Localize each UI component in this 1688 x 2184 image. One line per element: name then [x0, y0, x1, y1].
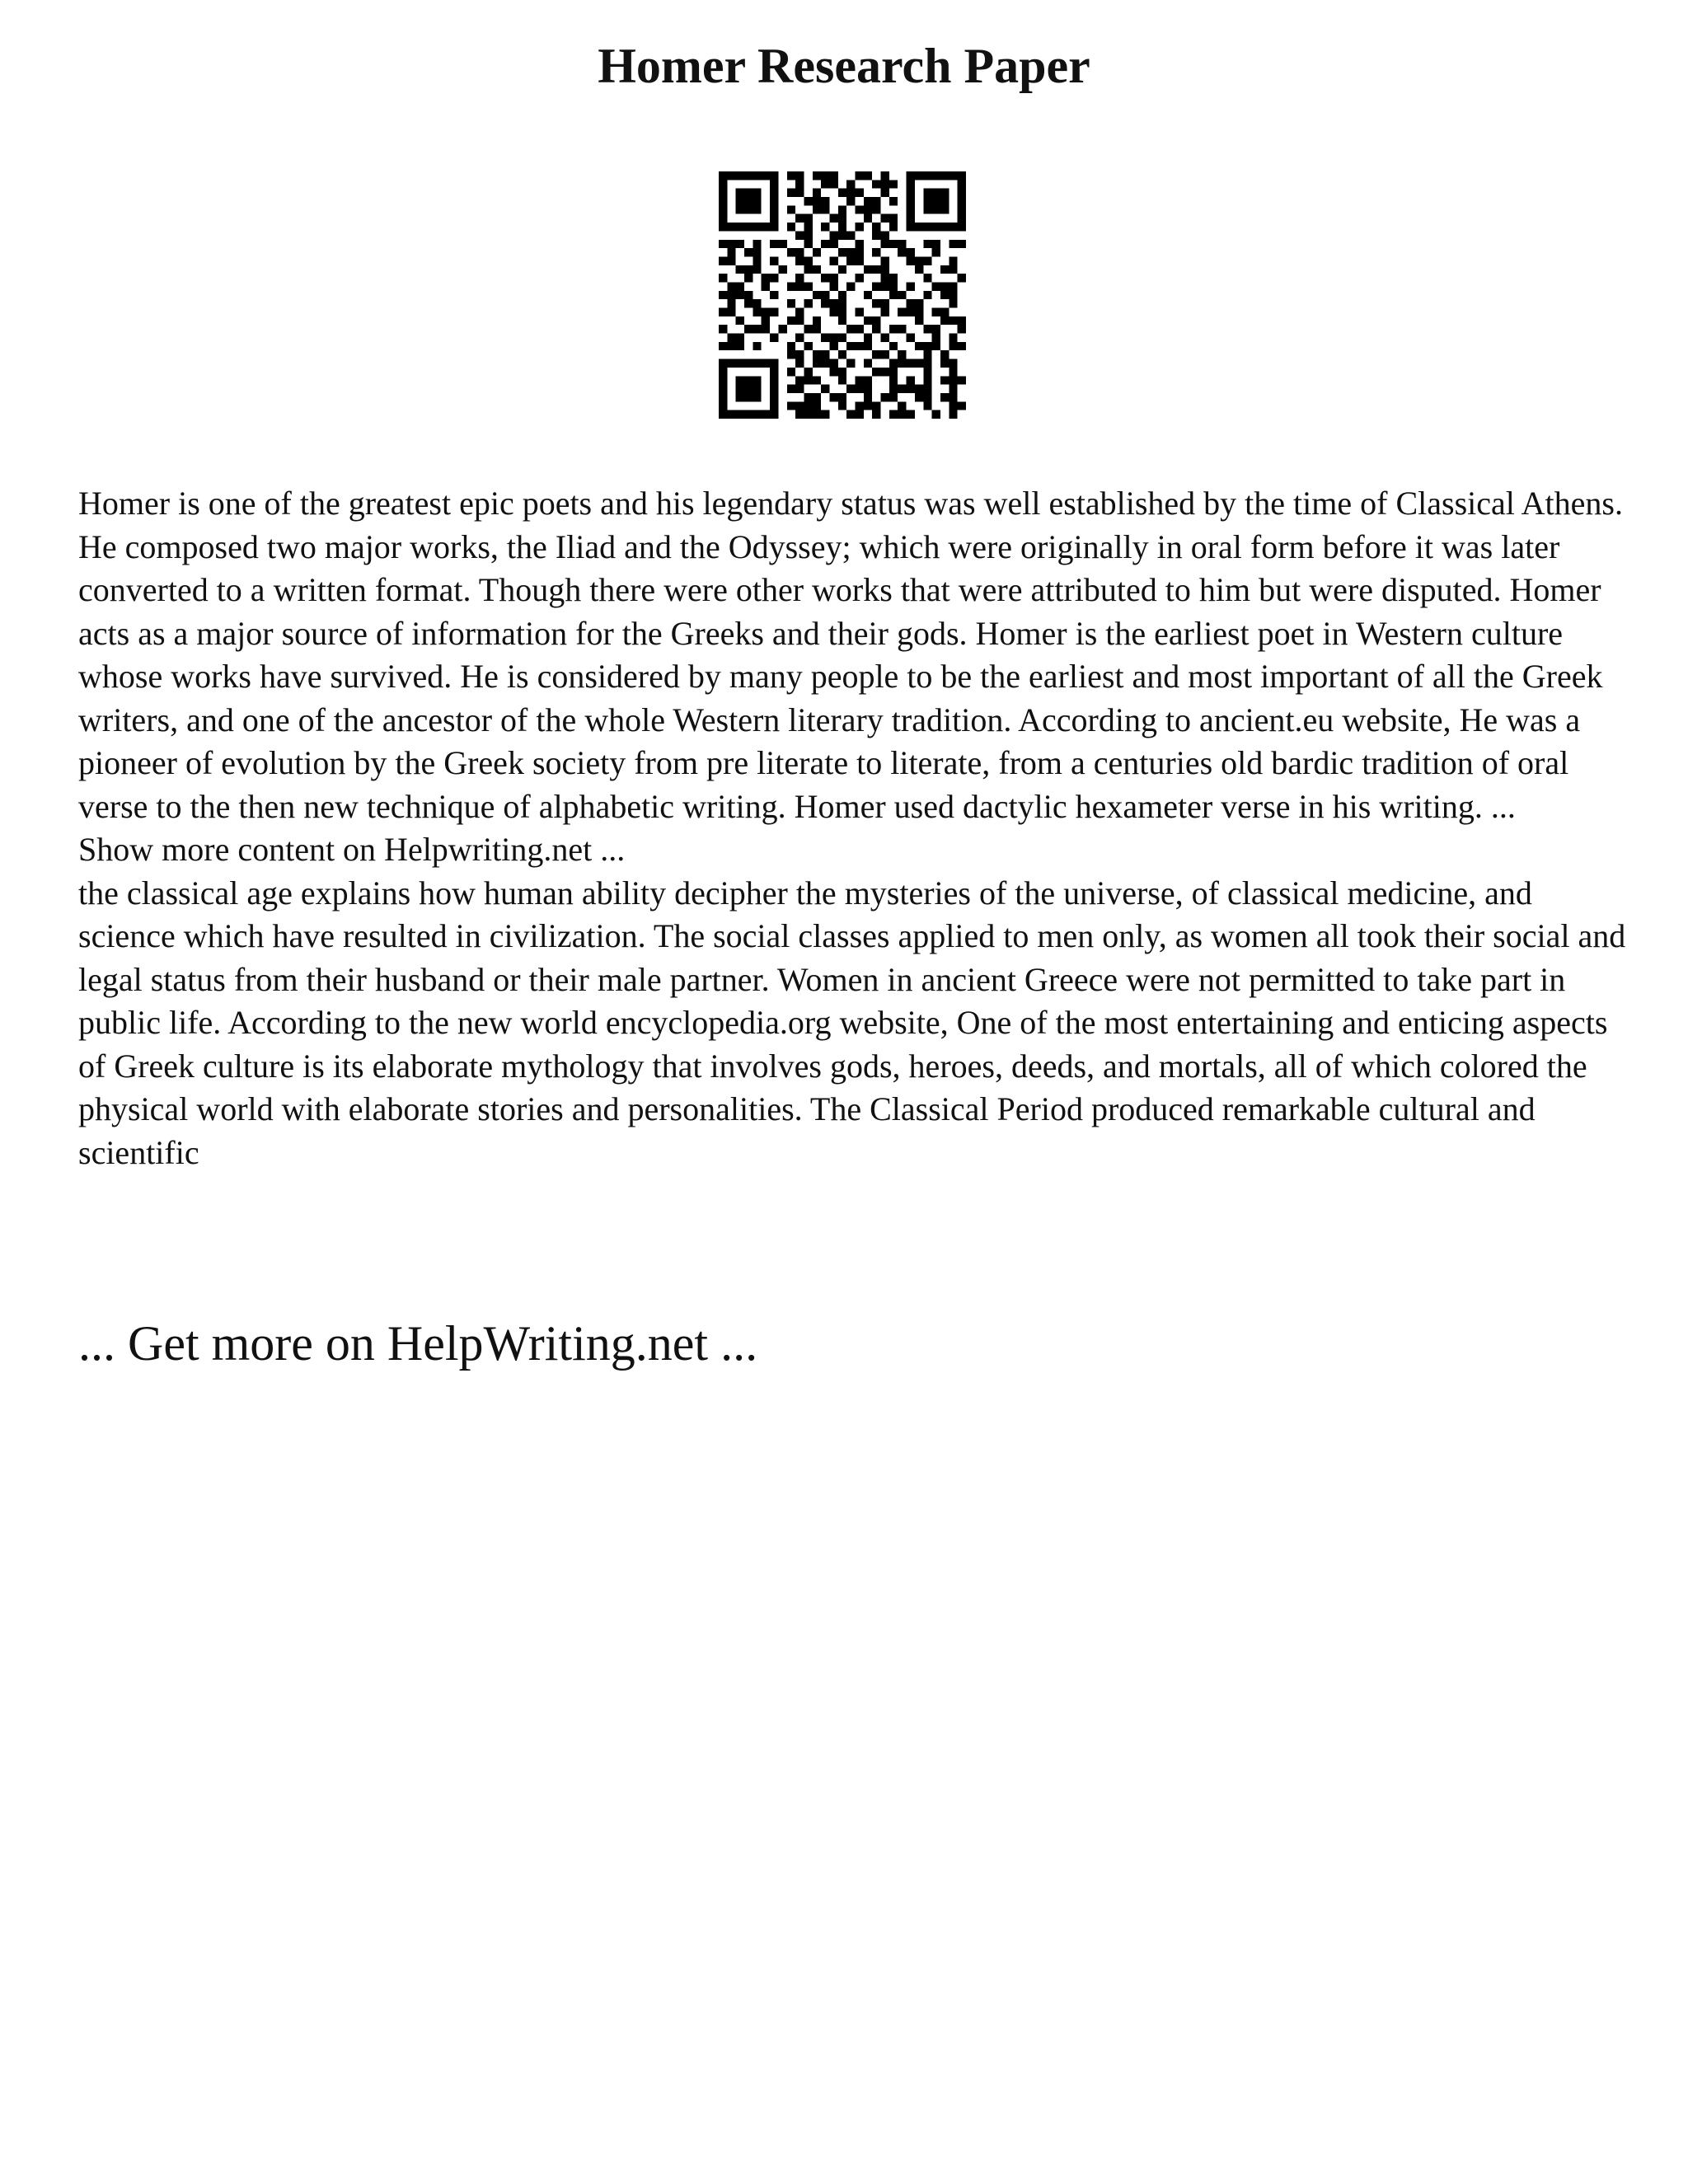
get-more-link[interactable]: ... Get more on HelpWriting.net ... — [78, 1316, 758, 1371]
paragraph-2: the classical age explains how human ability decipher the mysteries of the universe, of classical medicine, and science which have resulted in civilization. The social classes applied to men only, as women all took their social and legal status from their husband or their male partner. Women in ancient Greece were not permitted to take part in public life. According to the new world encyclopedia.org website, One of the most entertaining and enticing aspects of Greek culture is its elaborate mythology that involves gods, heroes, deeds, and mortals, all of which colored the physical world with elaborate stories and personalities. The Classical Period produced remarkable cultural and scientific — [78, 874, 1626, 1171]
article-body — [78, 482, 1628, 1174]
paragraph-1: Homer is one of the greatest epic poets and his legendary status was well established by the time of Classical Athens. He composed two major works, the Iliad and the Odyssey; which were originally in oral form before it was later converted to a written format. Though there were other works that were attributed to him but were disputed. Homer acts as a major source of information for the Greeks and their gods. Homer is the earliest poet in Western culture whose works have survived. He is considered by many people to be the earliest and most important of all the Greek writers, and one of the ancestor of the whole Western literary tradition. According to ancient.eu website, He was a pioneer of evolution by the Greek society from pre literate to literate, from a centuries old bardic tradition of oral verse to the then new technique of alphabetic writing. Homer used dactylic hexameter verse in his writing. ... — [78, 485, 1623, 825]
show-more-text: Show more content on Helpwriting.net ... — [78, 831, 626, 868]
page-title: Homer Research Paper — [598, 39, 1090, 93]
qr-code-icon[interactable] — [719, 171, 966, 419]
